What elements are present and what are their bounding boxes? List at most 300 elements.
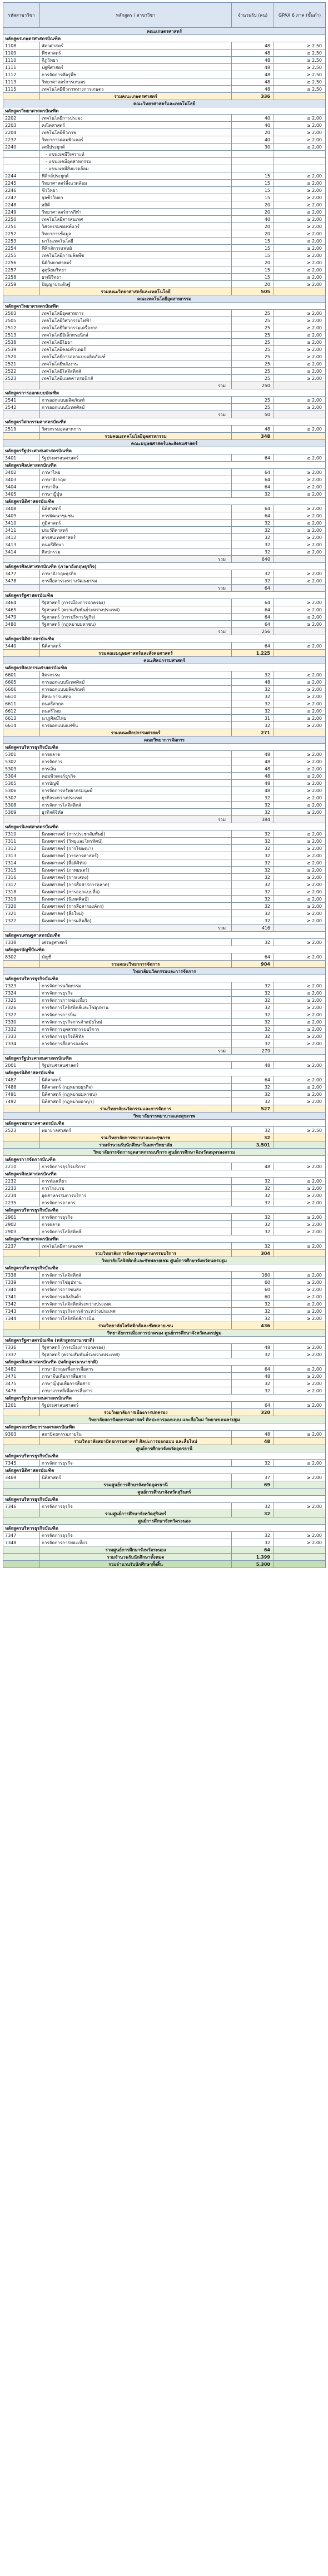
table-row (3, 360, 326, 368)
major-code: 2512 (3, 324, 40, 332)
major-code: 2259 (3, 281, 40, 288)
track-code-cell (3, 158, 40, 165)
major-name: นิติวิทยาศาสตร์ (40, 259, 232, 266)
major-name: วิทยาการข้อมูล (40, 230, 232, 238)
table-row (3, 1018, 326, 1026)
major-seats: 32 (232, 1192, 274, 1199)
summary-gpax-cell (274, 1481, 326, 1489)
major-seats: 32 (232, 527, 274, 534)
table-row (3, 1192, 326, 1199)
major-code: 3440 (3, 642, 40, 650)
major-seats: 32 (232, 794, 274, 802)
table-row (3, 1286, 326, 1293)
major-name: นิเทศศาสตร์ (สื่อใหม่) (40, 910, 232, 917)
section-title: วิทยาลัยโลจิสติกส์และซัพพลายเชน ศูนย์การศึกษาจังหวัดนครปฐม (3, 1257, 326, 1264)
major-gpax: ≥ 2.00 (274, 1474, 326, 1481)
major-code: 7346 (3, 1503, 40, 1510)
table-row (3, 122, 326, 129)
track-name: - แขนงเคมีวิเคราะห์ (40, 151, 232, 158)
table-row (3, 758, 326, 765)
major-code: 2235 (3, 1199, 40, 1207)
major-seats: 48 (232, 679, 274, 686)
major-name: เทคโนโลยีวิศวกรรมไฟฟ้า (40, 317, 232, 324)
summary-gpax-cell (274, 382, 326, 389)
track-row (3, 158, 326, 165)
table-row (3, 332, 326, 339)
summary-gpax-cell (274, 961, 326, 968)
major-gpax: ≥ 2.00 (274, 787, 326, 794)
table-row (3, 621, 326, 628)
major-code: 2542 (3, 404, 40, 411)
table-row (3, 881, 326, 888)
major-seats: 64 (232, 454, 274, 462)
major-gpax: ≥ 2.00 (274, 903, 326, 910)
program-row (3, 107, 326, 115)
table-row (3, 339, 326, 346)
program-row (3, 1235, 326, 1243)
major-gpax: ≥ 2.00 (274, 1199, 326, 1207)
major-name: รัฐศาสตร์ (กฎหมายมหาชน) (40, 621, 232, 628)
major-name: การจัดการธุรกิจ (40, 990, 232, 997)
major-gpax: ≥ 2.00 (274, 252, 326, 259)
major-name: ศิลปกรรม (40, 548, 232, 556)
table-body (3, 28, 326, 1568)
major-code: 7491 (3, 1091, 40, 1098)
major-name: ดนตรีศึกษา (40, 541, 232, 548)
major-gpax: ≥ 2.00 (274, 512, 326, 520)
major-name: พืชศาสตร์ (40, 50, 232, 57)
major-name: นิเทศศาสตร์ (ภาพยนตร์) (40, 867, 232, 874)
table-row (3, 404, 326, 411)
summary-code-cell (3, 585, 40, 592)
track-gpax-cell (274, 165, 326, 172)
major-name: นิติศาสตร์ (40, 642, 232, 650)
summary-gpax-cell (274, 411, 326, 418)
program-name: หลักสูตรบริหารธุรกิจบัณฑิต (3, 744, 326, 751)
program-row (3, 744, 326, 751)
major-code: 2250 (3, 216, 40, 223)
subtotal-row (3, 1047, 326, 1055)
major-gpax: ≥ 2.00 (274, 310, 326, 317)
faculty-header-row (3, 736, 326, 744)
major-gpax: ≥ 2.00 (274, 1040, 326, 1047)
table-row (3, 353, 326, 360)
major-seats: 15 (232, 252, 274, 259)
major-seats: 32 (232, 491, 274, 498)
major-gpax: ≥ 2.00 (274, 693, 326, 700)
table-row (3, 1214, 326, 1221)
major-name: การจัดการโลจิสติกส์ (40, 1272, 232, 1279)
major-code: 3482 (3, 1366, 40, 1373)
major-gpax: ≥ 2.00 (274, 599, 326, 606)
major-seats: 32 (232, 520, 274, 527)
major-gpax: ≥ 2.00 (274, 570, 326, 577)
summary-label: รวมคณะเทคโนโลยีอุตสาหกรรม (40, 433, 232, 440)
major-name: การจัดการธุรกิจ (40, 1214, 232, 1221)
major-seats: 32 (232, 1308, 274, 1315)
major-seats: 64 (232, 606, 274, 614)
major-name: ภาษาเกาหลีเพื่อการสื่อสาร (40, 1387, 232, 1395)
major-seats: 20 (232, 201, 274, 209)
table-row (3, 982, 326, 990)
table-row (3, 1532, 326, 1539)
table-row (3, 505, 326, 512)
major-name: การพัฒนาชุมชน (40, 512, 232, 520)
summary-label: รวม (40, 816, 232, 823)
major-name: การจัดการศัตรูพืช (40, 71, 232, 78)
column-header-gpax: GPAX 6 ภาค (ขั้นต่ำ) (274, 3, 326, 28)
table-row (3, 245, 326, 252)
summary-label: รวมศูนย์การศึกษาจังหวัดสุรินทร์ (40, 1510, 232, 1517)
major-gpax: ≥ 2.00 (274, 1018, 326, 1026)
major-code: 2252 (3, 230, 40, 238)
faculty-header-row (3, 295, 326, 303)
major-code: 7332 (3, 1026, 40, 1033)
table-row (3, 1474, 326, 1481)
major-name: การบัญชี (40, 780, 232, 787)
major-seats: 64 (232, 512, 274, 520)
program-row (3, 1358, 326, 1366)
major-code: 2256 (3, 259, 40, 266)
track-code-cell (3, 165, 40, 172)
major-gpax: ≥ 2.00 (274, 671, 326, 679)
table-row (3, 548, 326, 556)
campus-header-row (3, 1517, 326, 1525)
table-row (3, 252, 326, 259)
summary-gpax-cell (274, 1141, 326, 1149)
major-name: นิติศาสตร์ (40, 1474, 232, 1481)
major-gpax: ≥ 2.00 (274, 266, 326, 274)
major-seats: 64 (232, 476, 274, 483)
table-row (3, 1084, 326, 1091)
major-seats: 32 (232, 982, 274, 990)
major-seats: 32 (232, 1199, 274, 1207)
summary-gpax-cell (274, 1409, 326, 1416)
column-header-code: รหัสสาขาวิชา (3, 3, 40, 28)
table-row (3, 802, 326, 809)
major-code: 7325 (3, 997, 40, 1004)
major-code: 2505 (3, 317, 40, 324)
major-code: 6610 (3, 693, 40, 700)
major-name: เศรษฐศาสตร์ (40, 939, 232, 946)
major-code: 6605 (3, 679, 40, 686)
major-name: รัฐศาสตร์ (การบริหารรัฐกิจ) (40, 614, 232, 621)
subtotal-row (3, 411, 326, 418)
major-name: เทคโนโลยีแมคคาทรอนิกส์ (40, 375, 232, 382)
program-row (3, 1207, 326, 1214)
major-seats: 32 (232, 1084, 274, 1091)
program-name: หลักสูตรวิศวกรรมศาสตรบัณฑิต (3, 418, 326, 426)
major-seats: 64 (232, 1076, 274, 1084)
table-row (3, 310, 326, 317)
program-name: หลักสูตรนิติศาสตรบัณฑิต (3, 1069, 326, 1076)
major-code: 5307 (3, 794, 40, 802)
summary-row (3, 650, 326, 657)
table-row (3, 1308, 326, 1315)
campus-header-row (3, 1257, 326, 1264)
major-name: การท่องเที่ยว (40, 1178, 232, 1185)
major-gpax: ≥ 2.00 (274, 1380, 326, 1387)
major-gpax: ≥ 2.00 (274, 1011, 326, 1018)
summary-code-cell (3, 961, 40, 968)
major-name: ภาษาจีน (40, 483, 232, 491)
major-name: ภูมิศาสตร์ (40, 520, 232, 527)
major-gpax: ≥ 2.00 (274, 874, 326, 881)
major-gpax: ≥ 2.00 (274, 527, 326, 534)
major-code: 2522 (3, 368, 40, 375)
summary-label: รวมจำนวนรับนักศึกษาทั้งหมด (40, 1554, 232, 1561)
major-seats: 32 (232, 867, 274, 874)
program-name: หลักสูตรศิลปศาสตรบัณฑิต (หลักสูตรนานาชาติ) (3, 1358, 326, 1366)
table-row (3, 642, 326, 650)
major-name: นิติศาสตร์ (กฎหมายอาญา) (40, 1098, 232, 1105)
major-gpax: ≥ 2.00 (274, 614, 326, 621)
summary-gpax-cell (274, 433, 326, 440)
major-gpax: ≥ 2.00 (274, 122, 326, 129)
major-seats: 32 (232, 708, 274, 715)
summary-label: รวม (40, 1047, 232, 1055)
table-row (3, 57, 326, 64)
faculty-header-row (3, 440, 326, 447)
table-row (3, 570, 326, 577)
major-gpax: ≥ 2.00 (274, 845, 326, 852)
major-seats: 32 (232, 896, 274, 903)
summary-row (3, 93, 326, 100)
major-code: 1111 (3, 64, 40, 71)
major-seats: 32 (232, 888, 274, 896)
major-gpax: ≥ 2.00 (274, 483, 326, 491)
major-gpax: ≥ 2.00 (274, 1387, 326, 1395)
summary-gpax-cell (274, 1322, 326, 1329)
table-row (3, 274, 326, 281)
summary-gpax-cell (274, 924, 326, 932)
major-gpax: ≥ 2.50 (274, 71, 326, 78)
table-row (3, 86, 326, 93)
summary-code-cell (3, 433, 40, 440)
major-seats: 15 (232, 194, 274, 201)
subtotal-row (3, 556, 326, 563)
section-title: คณะเกษตรศาสตร์ (3, 28, 326, 35)
major-gpax: ≥ 2.00 (274, 194, 326, 201)
major-gpax: ≥ 2.00 (274, 1033, 326, 1040)
major-code: 2258 (3, 274, 40, 281)
major-gpax: ≥ 2.00 (274, 982, 326, 990)
major-seats: 60 (232, 1286, 274, 1293)
program-name: หลักสูตรวิทยาศาสตรบัณฑิต (3, 1235, 326, 1243)
major-seats: 32 (232, 1026, 274, 1033)
major-name: การโรงแรม (40, 1185, 232, 1192)
major-name: เทคโนโลยีการประมง (40, 115, 232, 122)
subtotal-row (3, 816, 326, 823)
major-name: การจัดการทรัพยากรมนุษย์ (40, 787, 232, 794)
major-name: ภาษาไทย (40, 469, 232, 476)
major-code: 6606 (3, 686, 40, 693)
major-name: การจัดการการขนส่ง (40, 1286, 232, 1293)
summary-seats: 505 (232, 288, 274, 295)
major-code: 6614 (3, 722, 40, 729)
summary-label: รวม (40, 585, 232, 592)
major-gpax: ≥ 2.00 (274, 115, 326, 122)
major-gpax: ≥ 2.00 (274, 360, 326, 368)
major-seats: 15 (232, 238, 274, 245)
summary-label: รวมวิทยาลัยการจัดการอุตสาหกรรมบริการ (40, 1250, 232, 1257)
major-gpax: ≥ 2.00 (274, 404, 326, 411)
major-seats: 25 (232, 360, 274, 368)
major-name: การจัดการโลจิสติกส์และโซ่อุปทาน (40, 1004, 232, 1011)
major-code: 5301 (3, 751, 40, 758)
program-name: หลักสูตรวิทยาศาสตรบัณฑิต (3, 107, 326, 115)
major-seats: 32 (232, 570, 274, 577)
major-gpax: ≥ 2.00 (274, 1373, 326, 1380)
major-code: 1113 (3, 78, 40, 86)
major-gpax: ≥ 2.00 (274, 1221, 326, 1228)
summary-gpax-cell (274, 1047, 326, 1055)
major-seats: 48 (232, 780, 274, 787)
major-seats: 20 (232, 281, 274, 288)
major-seats: 32 (232, 1539, 274, 1546)
major-seats: 32 (232, 1351, 274, 1358)
major-gpax: ≥ 2.00 (274, 541, 326, 548)
section-title: คณะศิลปกรรมศาสตร์ (3, 657, 326, 664)
major-seats: 32 (232, 693, 274, 700)
program-row (3, 932, 326, 939)
major-gpax: ≥ 2.00 (274, 129, 326, 136)
major-gpax: ≥ 2.00 (274, 642, 326, 650)
major-name: การเงิน (40, 765, 232, 773)
table-row (3, 671, 326, 679)
table-row (3, 614, 326, 621)
major-seats: 15 (232, 245, 274, 252)
major-code: 7323 (3, 982, 40, 990)
major-name: ปัญญาประดิษฐ์ (40, 281, 232, 288)
table-row (3, 939, 326, 946)
major-code: 2523 (3, 1127, 40, 1134)
major-seats: 32 (232, 1532, 274, 1539)
table-row (3, 180, 326, 187)
major-code: 2232 (3, 1178, 40, 1185)
program-name: หลักสูตรบริหารธุรกิจบัณฑิต (3, 1496, 326, 1503)
major-gpax: ≥ 2.00 (274, 339, 326, 346)
summary-label: รวมศูนย์การศึกษาจังหวัดอุดรธานี (40, 1481, 232, 1489)
major-code: 2202 (3, 115, 40, 122)
table-row (3, 230, 326, 238)
major-code: 2901 (3, 1214, 40, 1221)
major-seats: 32 (232, 1098, 274, 1105)
major-code: 7310 (3, 830, 40, 838)
major-seats: 32 (232, 1380, 274, 1387)
major-seats: 48 (232, 50, 274, 57)
major-name: วิศวกรรมซอฟต์แวร์ (40, 223, 232, 230)
major-code: 3408 (3, 505, 40, 512)
major-seats: 32 (232, 881, 274, 888)
program-name: หลักสูตรเศรษฐศาสตรบัณฑิต (3, 932, 326, 939)
major-seats: 15 (232, 180, 274, 187)
table-row (3, 910, 326, 917)
program-name: หลักสูตรบริหารธุรกิจบัณฑิต (3, 975, 326, 982)
summary-code-cell (3, 1105, 40, 1113)
table-header-row (3, 3, 326, 28)
major-name: นิเทศศาสตร์ (การผลิตสื่อ) (40, 917, 232, 924)
major-gpax: ≥ 2.00 (274, 209, 326, 216)
major-code: 5304 (3, 773, 40, 780)
major-gpax: ≥ 2.00 (274, 397, 326, 404)
major-name: การจัดการธุรกิจ (40, 1532, 232, 1539)
major-name: เทคโนโลยีการผลิตพืช (40, 252, 232, 259)
major-seats: 48 (232, 86, 274, 93)
subtotal-row (3, 924, 326, 932)
major-gpax: ≥ 2.00 (274, 679, 326, 686)
program-name: หลักสูตรบริหารธุรกิจบัณฑิต (3, 1525, 326, 1532)
major-name: การจัดการอุตสาหกรรมบริการ (40, 1026, 232, 1033)
table-row (3, 700, 326, 708)
program-row (3, 1170, 326, 1178)
table-row (3, 71, 326, 78)
major-gpax: ≥ 2.00 (274, 722, 326, 729)
section-title: วิทยาลัยนวัตกรรมและการจัดการ (3, 968, 326, 975)
summary-seats: 279 (232, 1047, 274, 1055)
major-name: ศิลปะการแสดง (40, 693, 232, 700)
major-seats: 15 (232, 266, 274, 274)
major-seats: 32 (232, 1091, 274, 1098)
major-name: การจัดการคลังสินค้า (40, 1293, 232, 1301)
major-gpax: ≥ 2.00 (274, 1076, 326, 1084)
table-row (3, 172, 326, 180)
major-gpax: ≥ 2.00 (274, 534, 326, 541)
summary-row (3, 1438, 326, 1445)
program-name: หลักสูตรรัฐศาสตรบัณฑิต (หลักสูตรนานาชาติ) (3, 1337, 326, 1344)
major-code: 7488 (3, 1084, 40, 1091)
major-gpax: ≥ 2.00 (274, 324, 326, 332)
summary-code-cell (3, 1047, 40, 1055)
major-seats: 64 (232, 505, 274, 512)
summary-code-cell (3, 628, 40, 635)
major-seats: 32 (232, 1243, 274, 1250)
major-code: 3478 (3, 577, 40, 585)
major-name: การจัดการโลจิสติกส์ (40, 802, 232, 809)
major-seats: 40 (232, 115, 274, 122)
program-row (3, 635, 326, 642)
table-row (3, 859, 326, 867)
program-name: หลักสูตรรัฐประศาสนศาสตรบัณฑิต (3, 1395, 326, 1402)
major-code: 3480 (3, 621, 40, 628)
program-row (3, 946, 326, 953)
major-code: 2244 (3, 172, 40, 180)
major-code: 2245 (3, 180, 40, 187)
major-gpax: ≥ 2.00 (274, 1098, 326, 1105)
major-name: นิเทศศาสตร์ (วารสารศาสตร์) (40, 852, 232, 859)
major-seats: 20 (232, 209, 274, 216)
major-code: 7330 (3, 1018, 40, 1026)
major-code: 7314 (3, 859, 40, 867)
major-seats: 32 (232, 1214, 274, 1221)
major-seats: 48 (232, 1163, 274, 1170)
track-code-cell (3, 151, 40, 158)
major-name: การตลาด (40, 751, 232, 758)
major-code: 7333 (3, 1033, 40, 1040)
major-seats: 32 (232, 859, 274, 867)
major-seats: 32 (232, 802, 274, 809)
major-name: เทคโนโลยีโลจิสติกส์ (40, 368, 232, 375)
major-seats: 48 (232, 1431, 274, 1438)
major-name: เทคโนโลยีการออกแบบผลิตภัณฑ์ (40, 353, 232, 360)
major-name: เทคโนโลยีอุตสาหการ (40, 310, 232, 317)
major-name: วิศวกรรมอุตสาหการ (40, 426, 232, 433)
summary-seats: 3,501 (232, 1141, 274, 1149)
major-gpax: ≥ 2.50 (274, 42, 326, 50)
major-code: 6601 (3, 671, 40, 679)
major-code: 5302 (3, 758, 40, 765)
major-name: รัฐศาสตร์ (การเมืองการปกครอง) (40, 599, 232, 606)
